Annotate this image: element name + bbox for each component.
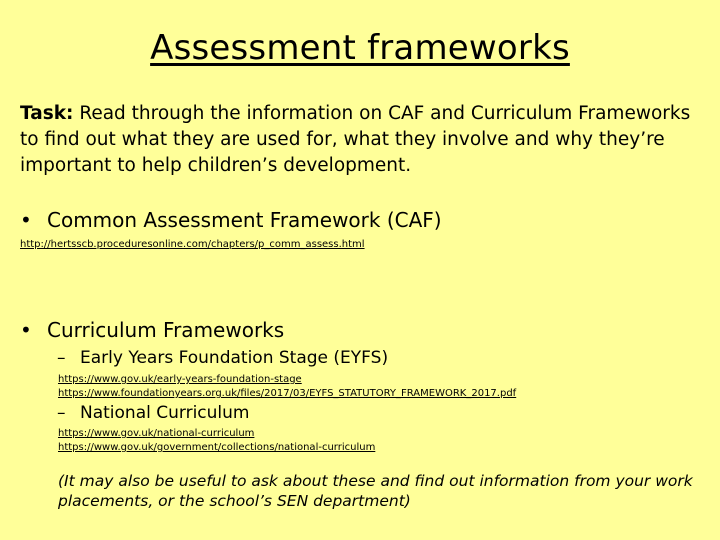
sub-bullet-national-label: National Curriculum [80,403,250,423]
bullet-curriculum-label: Curriculum Frameworks [47,318,285,342]
task-label: Task: [20,103,74,124]
note-text: (It may also be useful to ask about these and find out information from your work placements, or the school’s SEN department) [58,472,693,510]
slide-title: Assessment frameworks [150,28,570,68]
task-paragraph [20,101,710,179]
sub-bullet-national [57,402,249,424]
sub-bullet-eyfs-label: Early Years Foundation Stage (EYFS) [80,348,389,368]
bullet-curriculum [20,318,284,342]
bullet-marker: • [20,208,32,232]
national-link-2[interactable]: https://www.gov.uk/government/collections/national-curriculum [58,442,376,453]
sub-bullet-eyfs [57,347,388,369]
bullet-caf [20,208,442,232]
task-text: Read through the information on CAF and Curriculum Frameworks to find out what they are used for, what they involve and why they’re important to help children’s development. [20,103,691,176]
eyfs-link-1[interactable]: https://www.gov.uk/early-years-foundation-stage [58,374,302,385]
caf-link[interactable]: http://hertsscb.proceduresonline.com/chapters/p_comm_assess.html [20,239,365,250]
bullet-marker: • [20,318,32,342]
dash-marker: – [57,403,66,423]
dash-marker: – [57,348,66,368]
eyfs-link-2[interactable]: https://www.foundationyears.org.uk/files/2017/03/EYFS_STATUTORY_FRAMEWORK_2017.pdf [58,388,517,399]
national-link-1[interactable]: https://www.gov.uk/national-curriculum [58,428,255,439]
bullet-caf-label: Common Assessment Framework (CAF) [47,208,442,232]
